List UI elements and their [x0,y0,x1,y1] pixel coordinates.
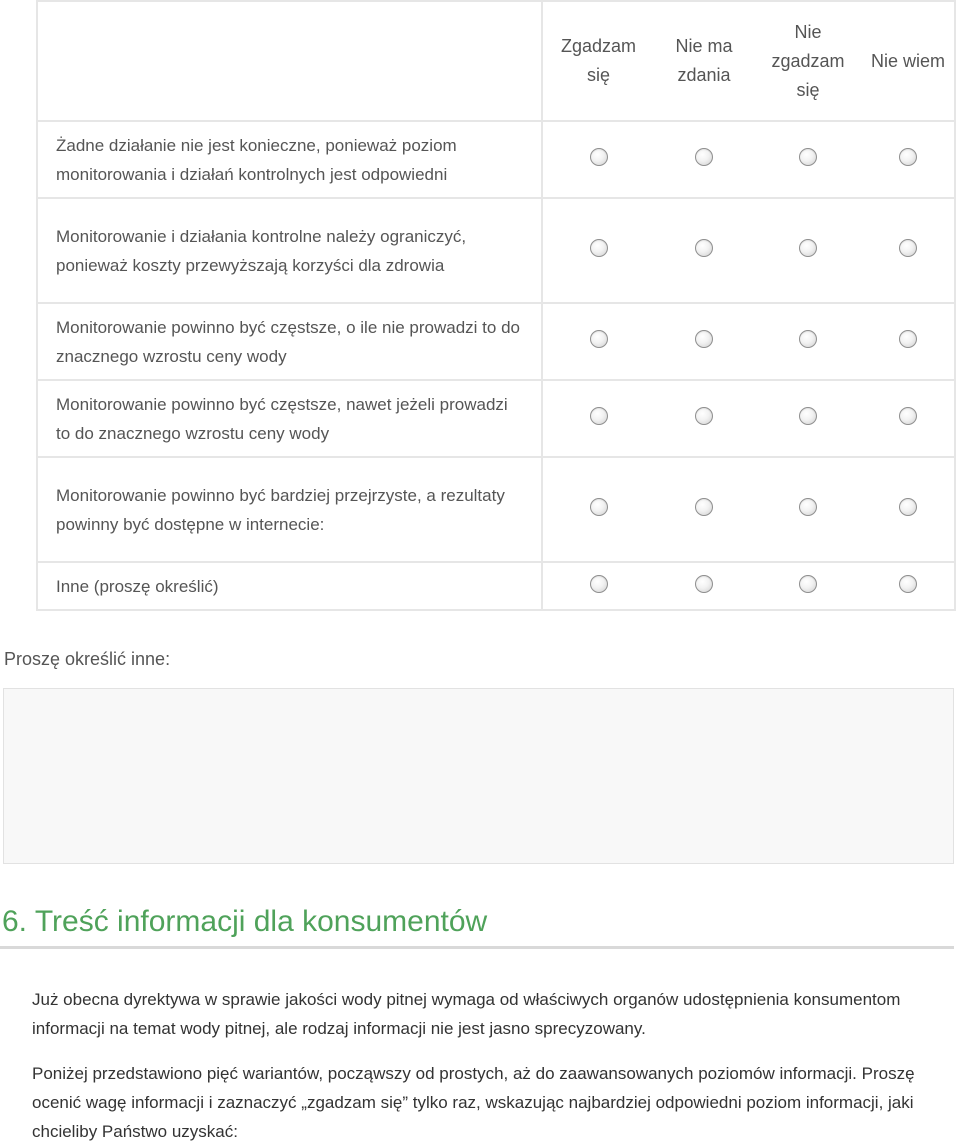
option-cell [542,380,654,457]
section-divider [0,946,954,949]
matrix-row [37,562,955,610]
radio-button-icon[interactable] [590,330,608,348]
column-header-agree: Zgadzam się [542,1,654,121]
option-cell [542,562,654,610]
radio-button-icon[interactable] [799,330,817,348]
radio-button-icon[interactable] [695,498,713,516]
likert-matrix [36,0,956,611]
radio-button-icon[interactable] [899,575,917,593]
option-cell [754,562,862,610]
matrix-row [37,380,955,457]
option-cell [862,562,955,610]
radio-button-icon[interactable] [695,407,713,425]
radio-button-icon[interactable] [695,148,713,166]
option-cell [754,303,862,380]
radio-button-icon[interactable] [899,407,917,425]
option-cell [862,457,955,562]
option-cell [754,198,862,303]
radio-button-icon[interactable] [695,239,713,257]
radio-button-icon[interactable] [590,575,608,593]
matrix-row [37,121,955,198]
matrix-row [37,303,955,380]
column-header-dont-know: Nie wiem [862,1,955,121]
radio-button-icon[interactable] [799,575,817,593]
option-cell [542,303,654,380]
matrix-row [37,198,955,303]
radio-button-icon[interactable] [899,330,917,348]
option-cell [654,198,754,303]
radio-button-icon[interactable] [899,498,917,516]
radio-button-icon[interactable] [799,148,817,166]
option-cell [542,121,654,198]
option-cell [654,121,754,198]
statement-label: Monitorowanie powinno być częstsze, nawet jeżeli prowadzi to do znacznego wzrostu ceny wody [37,380,542,457]
statement-label: Monitorowanie i działania kontrolne należy ograniczyć, ponieważ koszty przewyższają korzyści dla zdrowia [37,198,542,303]
statement-label: Monitorowanie powinno być bardziej przejrzyste, a rezultaty powinny być dostępne w internecie: [37,457,542,562]
radio-button-icon[interactable] [799,498,817,516]
option-cell [862,303,955,380]
option-cell [862,121,955,198]
radio-button-icon[interactable] [590,239,608,257]
statement-label: Inne (proszę określić) [37,562,542,610]
other-specify-label: Proszę określić inne: [4,649,171,669]
radio-button-icon[interactable] [590,498,608,516]
section-title: 6. Treść informacji dla konsumentów [2,905,488,938]
option-cell [754,457,862,562]
option-cell [754,380,862,457]
radio-button-icon[interactable] [899,148,917,166]
matrix-row [37,457,955,562]
section-instructions-paragraph: Poniżej przedstawiono pięć wariantów, począwszy od prostych, aż do zaawansowanych poziomów informacji. Proszę ocenić wagę informacji i zaznaczyć „zgadzam się” tylko raz, wskazując najbardziej odpowiedni poziom informacji, jaki chcieliby Państwo uzyskać: [32,1064,915,1141]
option-cell [654,380,754,457]
option-cell [754,121,862,198]
radio-button-icon[interactable] [695,330,713,348]
radio-button-icon[interactable] [695,575,713,593]
option-cell [542,457,654,562]
option-cell [862,198,955,303]
option-cell [862,380,955,457]
radio-button-icon[interactable] [799,407,817,425]
matrix-corner [37,1,542,121]
matrix-header-row [37,1,955,121]
statement-label: Monitorowanie powinno być częstsze, o ile nie prowadzi to do znacznego wzrostu ceny wody [37,303,542,380]
column-header-disagree: Nie zgadzam się [754,1,862,121]
option-cell [542,198,654,303]
radio-button-icon[interactable] [799,239,817,257]
radio-button-icon[interactable] [899,239,917,257]
statement-label: Żadne działanie nie jest konieczne, ponieważ poziom monitorowania i działań kontrolnych jest odpowiedni [37,121,542,198]
option-cell [654,457,754,562]
section-intro-paragraph: Już obecna dyrektywa w sprawie jakości wody pitnej wymaga od właściwych organów udostępnienia konsumentom informacji na temat wody pitnej, ale rodzaj informacji nie jest jasno sprecyzowany. [32,990,901,1038]
column-header-no-opinion: Nie ma zdania [654,1,754,121]
option-cell [654,562,754,610]
option-cell [654,303,754,380]
radio-button-icon[interactable] [590,148,608,166]
radio-button-icon[interactable] [590,407,608,425]
other-specify-textarea[interactable] [3,688,954,864]
